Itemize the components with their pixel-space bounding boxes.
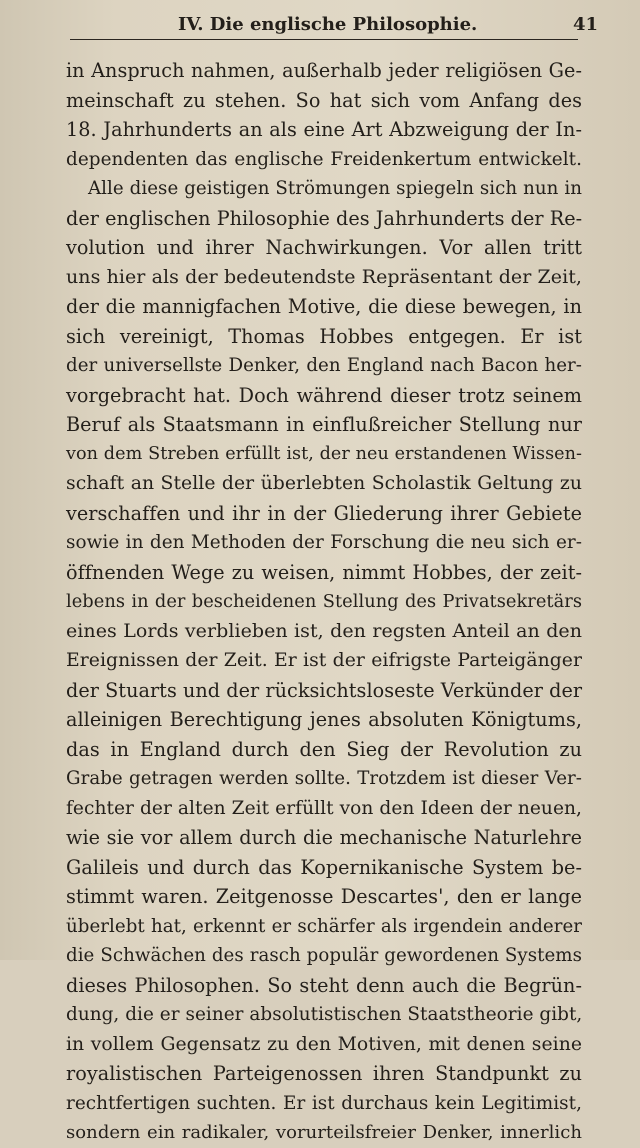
text-line: alleinigen Berechtigung jenes absoluten Königtums,: [66, 708, 582, 731]
text-line: meinschaft zu stehen. So hat sich vom Anfang des: [66, 88, 582, 112]
text-line: überlebt hat, erkennt er schärfer als irgendein anderer: [66, 915, 582, 937]
text-line: rechtfertigen suchten. Er ist durchaus kein Legitimist,: [66, 1092, 582, 1114]
text-line: Beruf als Staatsmann in einflußreicher Stellung nur: [66, 413, 582, 436]
text-line: der die mannigfachen Motive, die diese bewegen, in: [66, 295, 582, 318]
text-line: schaft an Stelle der überlebten Scholastik Geltung zu: [66, 473, 582, 494]
text-line: das in England durch den Sieg der Revolution zu: [66, 737, 582, 761]
text-line: royalistischen Parteigenossen ihren Standpunkt zu: [66, 1062, 582, 1085]
text-line: vorgebracht hat. Doch während dieser trotz seinem: [66, 383, 582, 407]
chapter-title: IV. Die englische Philosophie.: [178, 14, 478, 35]
running-head: [70, 10, 598, 40]
text-line: sich vereinigt, Thomas Hobbes entgegen. Er ist: [66, 324, 582, 348]
text-line: verschaffen und ihr in der Gliederung ihrer Gebiete: [66, 501, 582, 525]
text-line: öffnenden Wege zu weisen, nimmt Hobbes, der zeit-: [66, 560, 582, 584]
header-rule: [70, 39, 578, 40]
text-line: uns hier als der bedeutendste Repräsentant der Zeit,: [66, 265, 582, 288]
text-line: Grabe getragen werden sollte. Trotzdem ist dieser Ver-: [66, 768, 582, 789]
text-line: eines Lords verblieben ist, den regsten Anteil an den: [66, 619, 582, 642]
text-line: sowie in den Methoden der Forschung die neu sich er-: [66, 532, 582, 553]
text-line: von dem Streben erfüllt ist, der neu erstandenen Wissen-: [66, 443, 582, 464]
text-line: in Anspruch nahmen, außerhalb jeder religiösen Ge-: [66, 59, 582, 82]
text-line: dung, die er seiner absolutistischen Staatstheorie gibt,: [66, 1004, 583, 1025]
text-line: dependenten das englische Freidenkertum entwickelt.: [66, 148, 582, 170]
text-line: in vollem Gegensatz zu den Motiven, mit denen seine: [66, 1033, 582, 1055]
text-line: der englischen Philosophie des Jahrhunderts der Re-: [66, 206, 583, 230]
text-line: dieses Philosophen. So steht denn auch die Begrün-: [66, 973, 582, 997]
text-line: Galileis und durch das Kopernikanische System be-: [66, 855, 582, 879]
text-line: wie sie vor allem durch die mechanische Naturlehre: [66, 826, 582, 849]
paragraph-start-line: Alle diese geistigen Strömungen spiegeln sich nun in: [88, 178, 582, 199]
page-number: 41: [572, 14, 598, 35]
text-line: sondern ein radikaler, vorurteilsfreier Denker, innerlich: [66, 1122, 582, 1143]
text-line: volution und ihrer Nachwirkungen. Vor allen tritt: [66, 236, 582, 259]
text-line: die Schwächen des rasch populär gewordenen Systems: [66, 945, 582, 966]
text-line: der universellste Denker, den England nach Bacon her-: [66, 355, 582, 376]
body-text: [66, 56, 582, 1148]
text-line: lebens in der bescheidenen Stellung des Privatsekretärs: [66, 591, 582, 612]
text-line: fechter der alten Zeit erfüllt von den Ideen der neuen,: [66, 797, 582, 819]
text-line: stimmt waren. Zeitgenosse Descartes', den er lange: [66, 885, 582, 908]
text-line: der Stuarts und der rücksichtsloseste Verkünder der: [66, 678, 583, 702]
text-line: Ereignissen der Zeit. Er ist der eifrigste Parteigänger: [66, 650, 582, 671]
text-line: 18. Jahrhunderts an als eine Art Abzweigung der In-: [66, 118, 582, 141]
